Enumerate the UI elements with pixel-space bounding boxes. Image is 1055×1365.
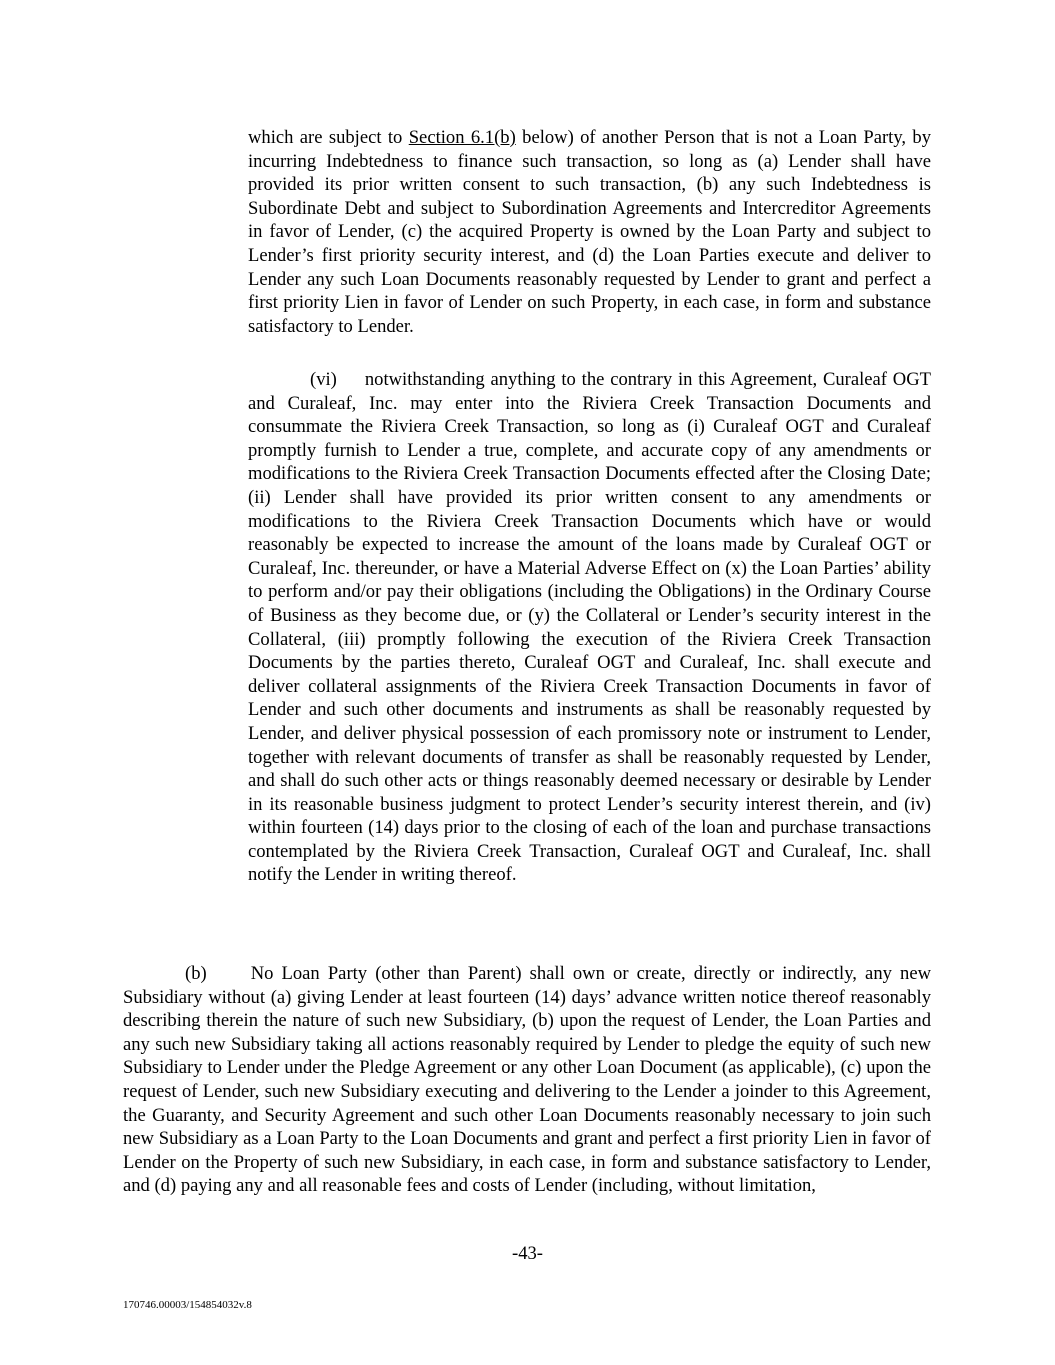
- paragraph-v-suffix: below) of another Person that is not a Loan Party, by incurring Indebtedness to finance such transaction, so long as (a) Lender shall have provided its prior written consent to such transaction, (b) any such Indebtedness is Subordinate Debt and subject to Subordination Agreements and Intercreditor Agreements in favor of Lender, (c) the acquired Property is owned by the Loan Party and subject to Lender’s first priority security interest, and (d) the Loan Parties execute and deliver to Lender any such Loan Documents reasonably requested by Lender to grant and perfect a first priority Lien in favor of Lender on such Property, in each case, in form and substance satisfactory to Lender.: [248, 127, 932, 337]
- page-number: -43-: [512, 1243, 543, 1264]
- paragraph-b-number: (b): [185, 963, 207, 984]
- paragraph-vi: [248, 368, 931, 887]
- document-id: 170746.00003/154854032v.8: [123, 1299, 252, 1311]
- paragraph-vi-number: (vi): [310, 369, 337, 390]
- paragraph-v-prefix: which are subject to: [248, 127, 409, 148]
- paragraph-vi-text: notwithstanding anything to the contrary in this Agreement, Curaleaf OGT and Curaleaf, Inc. may enter into the Riviera Creek Transaction Documents and consummate the Riviera Creek Transaction, so long as (i) Curaleaf OGT and Curaleaf promptly furnish to Lender a true, complete, and accurate copy of any amendments or modifications to the Riviera Creek Transaction Documents effected after the Closing Date; (ii) Lender shall have provided its prior written consent to any amendments or modifications to the Riviera Creek Transaction Documents which have or would reasonably be expected to increase the amount of the loans made by Curaleaf OGT or Curaleaf, Inc. thereunder, or have a Material Adverse Effect on (x) the Loan Parties’ ability to perform and/or pay their obligations (including the Obligations) in the Ordinary Course of Business as they become due, or (y) the Collateral or Lender’s security interest in the Collateral, (iii) promptly following the execution of the Riviera Creek Transaction Documents by the parties thereto, Curaleaf OGT and Curaleaf, Inc. shall execute and deliver collateral assignments of the Riviera Creek Transaction Documents in favor of Lender and such other documents and instruments as shall be reasonably requested by Lender, and deliver physical possession of each promissory note or instrument to Lender, together with relevant documents of transfer as shall be reasonably requested by Lender, and shall do such other acts or things reasonably deemed necessary or desirable by Lender in its reasonable business judgment to protect Lender’s security interest therein, and (iv) within fourteen (14) days prior to the closing of each of the loan and purchase transactions contemplated by the Riviera Creek Transaction, Curaleaf OGT and Curaleaf, Inc. shall notify the Lender in writing thereof.: [248, 369, 931, 886]
- section-reference-link: Section 6.1(b): [408, 127, 516, 148]
- paragraph-b-text: No Loan Party (other than Parent) shall own or create, directly or indirectly, any new Subsidiary without (a) giving Lender at least fourteen (14) days’ advance written notice thereof reasonably describing therein the nature of such new Subsidiary, (b) upon the request of Lender, the Loan Parties and any such new Subsidiary taking all actions reasonably required by Lender to pledge the equity of such new Subsidiary to Lender under the Pledge Agreement or any other Loan Document (as applicable), (c) upon the request of Lender, such new Subsidiary executing and delivering to the Lender a joinder to this Agreement, the Guaranty, and Security Agreement and such other Loan Documents reasonably necessary to join such new Subsidiary as a Loan Party to the Loan Documents and grant and perfect a first priority Lien in favor of Lender on the Property of such new Subsidiary, in each case, in form and substance satisfactory to Lender, and (d) paying any and all reasonable fees and costs of Lender (including, without limitation,: [123, 963, 931, 1197]
- paragraph-b: [123, 962, 931, 1198]
- paragraph-v-continuation: [248, 126, 931, 338]
